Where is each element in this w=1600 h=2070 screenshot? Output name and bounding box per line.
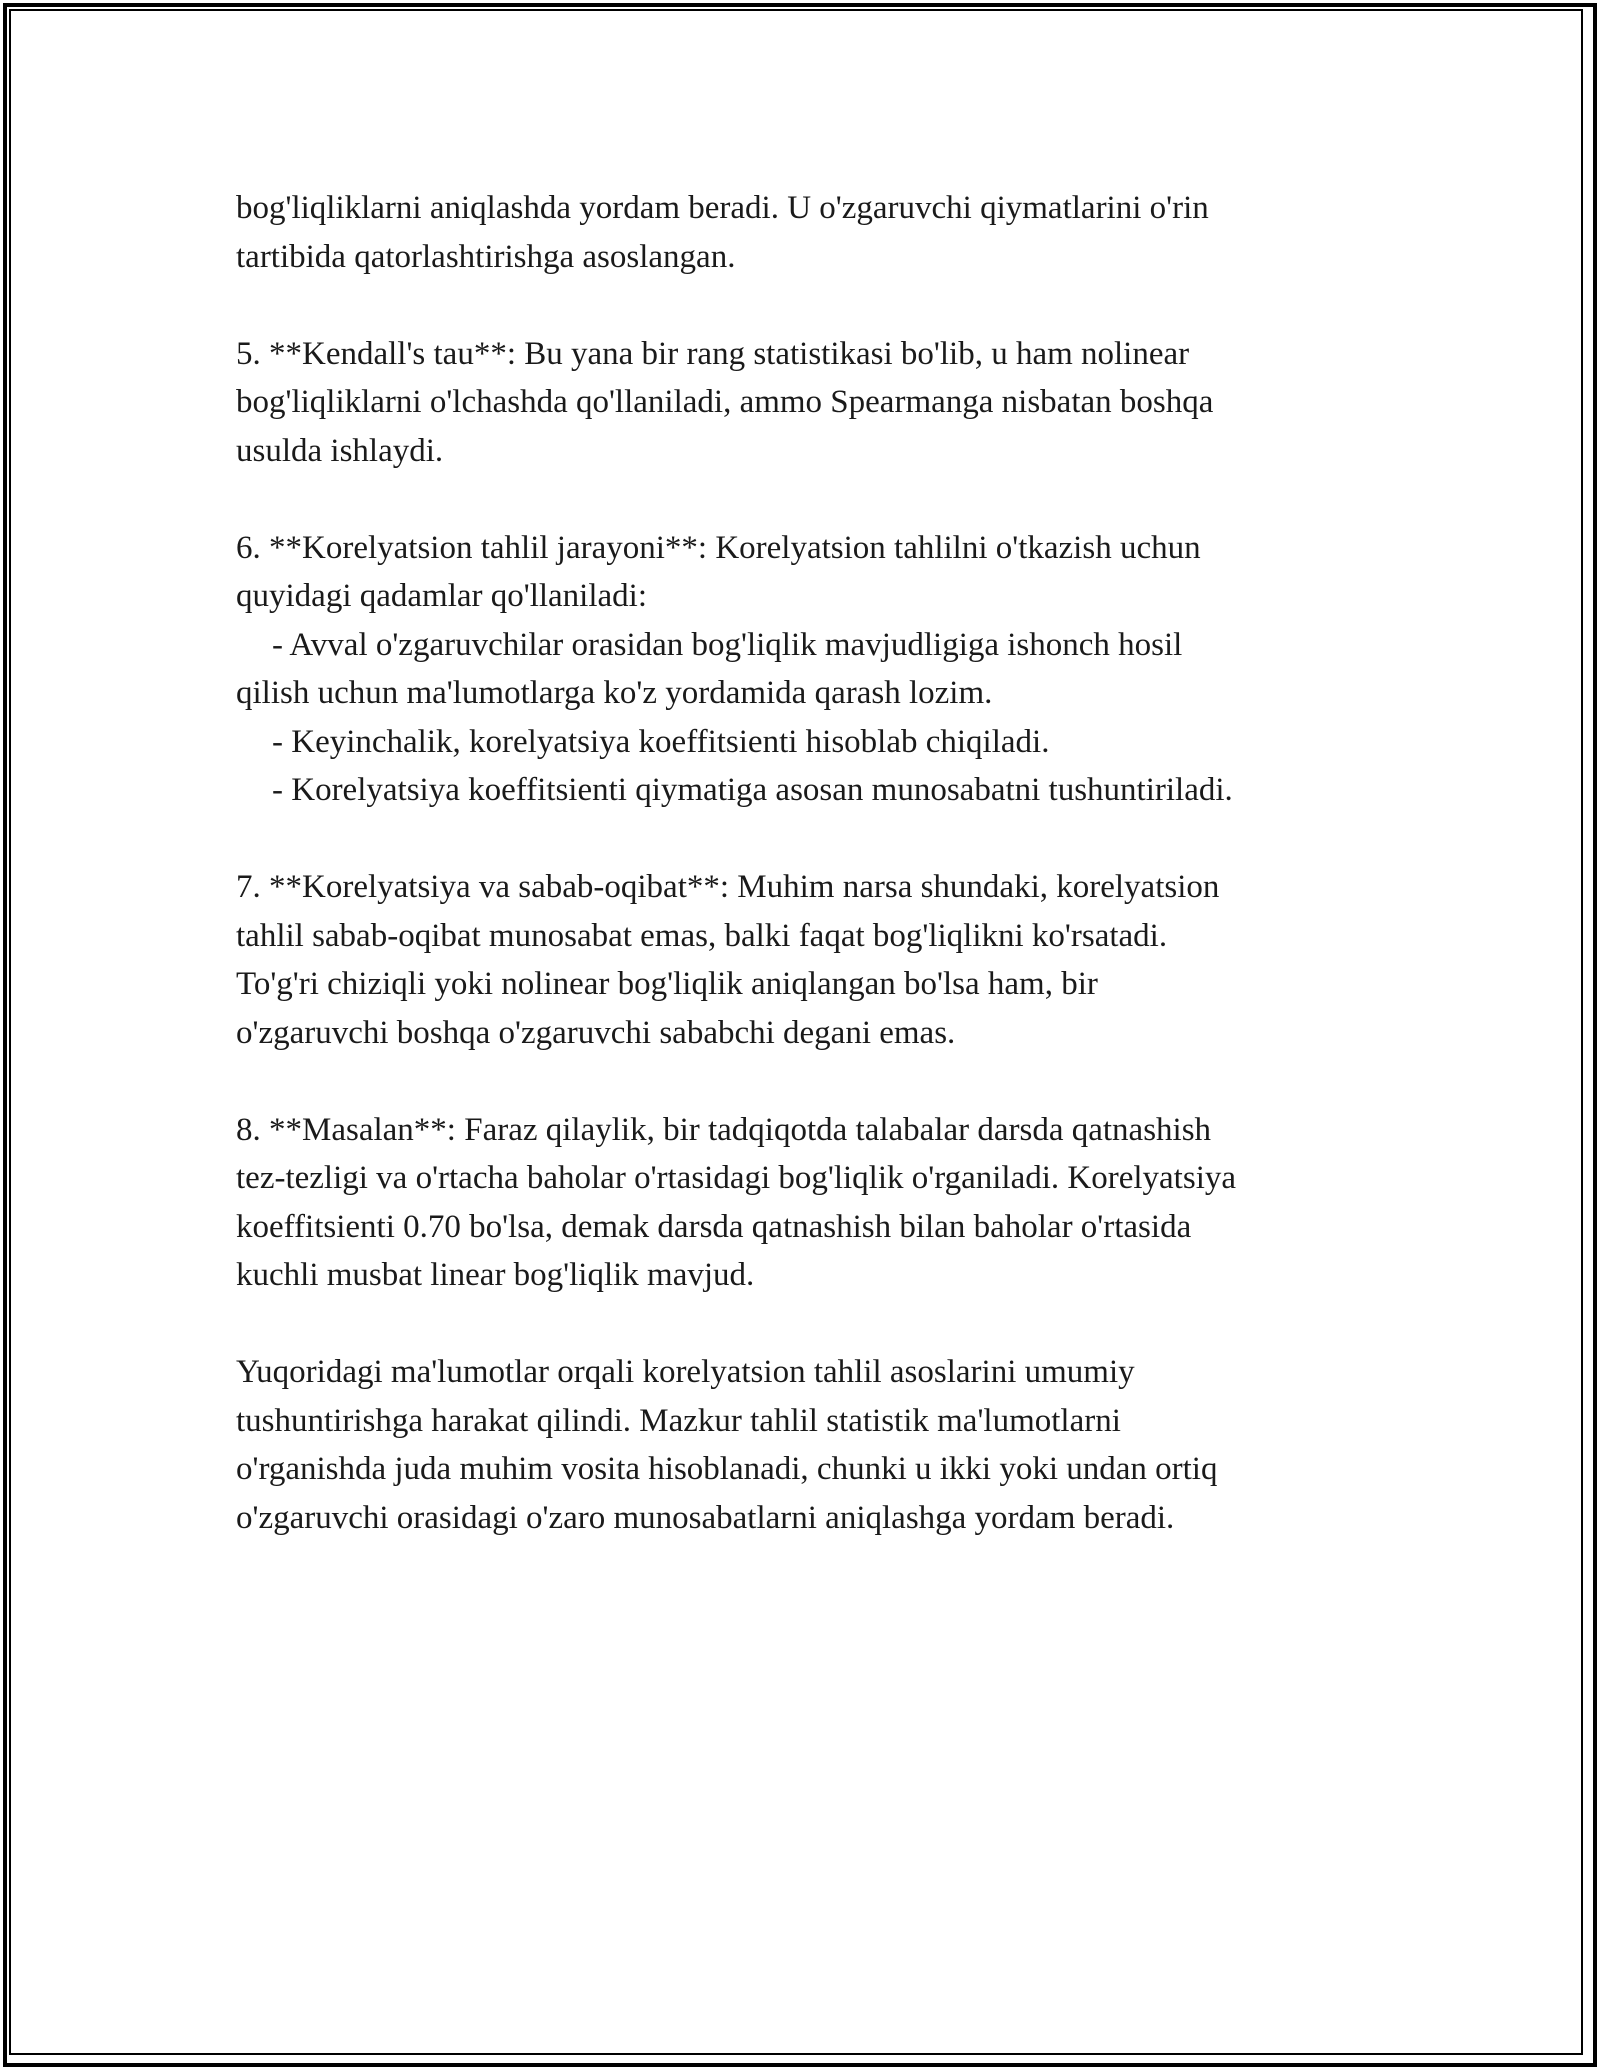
text-line: o'rganishda juda muhim vosita hisoblanadi, chunki u ikki yoki undan ortiq [236, 1451, 1218, 1487]
list-item-line: - Korelyatsiya koeffitsienti qiymatiga asosan munosabatni tushuntiriladi. [272, 772, 1233, 808]
text-line: bog'liqliklarni aniqlashda yordam beradi. U o'zgaruvchi qiymatlarini o'rin [236, 190, 1209, 226]
text-line: kuchli musbat linear bog'liqlik mavjud. [236, 1257, 755, 1293]
text-line: o'zgaruvchi boshqa o'zgaruvchi sababchi degani emas. [236, 1014, 956, 1051]
text-line: Yuqoridagi ma'lumotlar orqali korelyatsion tahlil asoslarini umumiy [236, 1354, 1135, 1390]
text-line: koeffitsienti 0.70 bo'lsa, demak darsda qatnashish bilan baholar o'rtasida [236, 1208, 1192, 1245]
text-line: usulda ishlaydi. [236, 432, 444, 469]
text-line: tartibida qatorlashtirishga asoslangan. [236, 238, 736, 275]
text-line: 6. **Korelyatsion tahlil jarayoni**: Korelyatsion tahlilni o'tkazish uchun [236, 529, 1201, 566]
text-line: tushuntirishga harakat qilindi. Mazkur tahlil statistik ma'lumotlarni [236, 1402, 1121, 1439]
paragraph-correlation-causation [236, 863, 1376, 1057]
paragraph-kendalls-tau [236, 330, 1376, 476]
text-line: bog'liqliklarni o'lchashda qo'llaniladi, ammo Spearmanga nisbatan boshqa [236, 384, 1214, 420]
text-line: 5. **Kendall's tau**: Bu yana bir rang statistikasi bo'lib, u ham nolinear [236, 335, 1190, 372]
text-line: quyidagi qadamlar qo'llaniladi: [236, 578, 648, 614]
list-item-line: - Keyinchalik, korelyatsiya koeffitsienti hisoblab chiqiladi. [272, 723, 1050, 760]
paragraph-analysis-process [236, 524, 1376, 815]
text-line: To'g'ri chiziqli yoki nolinear bog'liqlik aniqlangan bo'lsa ham, bir [236, 966, 1098, 1002]
text-line: qilish uchun ma'lumotlarga ko'z yordamida qarash lozim. [236, 675, 993, 711]
text-line: 8. **Masalan**: Faraz qilaylik, bir tadqiqotda talabalar darsda qatnashish [236, 1111, 1212, 1148]
text-line: tahlil sabab-oqibat munosabat emas, balki faqat bog'liqlikni ko'rsatadi. [236, 917, 1168, 954]
text-line: tez-tezligi va o'rtacha baholar o'rtasidagi bog'liqlik o'rganiladi. Korelyatsiya [236, 1160, 1237, 1196]
text-line: o'zgaruvchi orasidagi o'zaro munosabatlarni aniqlashga yordam beradi. [236, 1499, 1175, 1536]
paragraph-conclusion [236, 1348, 1376, 1542]
paragraph-example [236, 1106, 1376, 1300]
document-body [236, 184, 1376, 1591]
paragraph-spearman-continuation [236, 184, 1376, 281]
text-line: 7. **Korelyatsiya va sabab-oqibat**: Muhim narsa shundaki, korelyatsion [236, 869, 1220, 905]
list-item-line: - Avval o'zgaruvchilar orasidan bog'liqlik mavjudligiga ishonch hosil [272, 626, 1183, 663]
